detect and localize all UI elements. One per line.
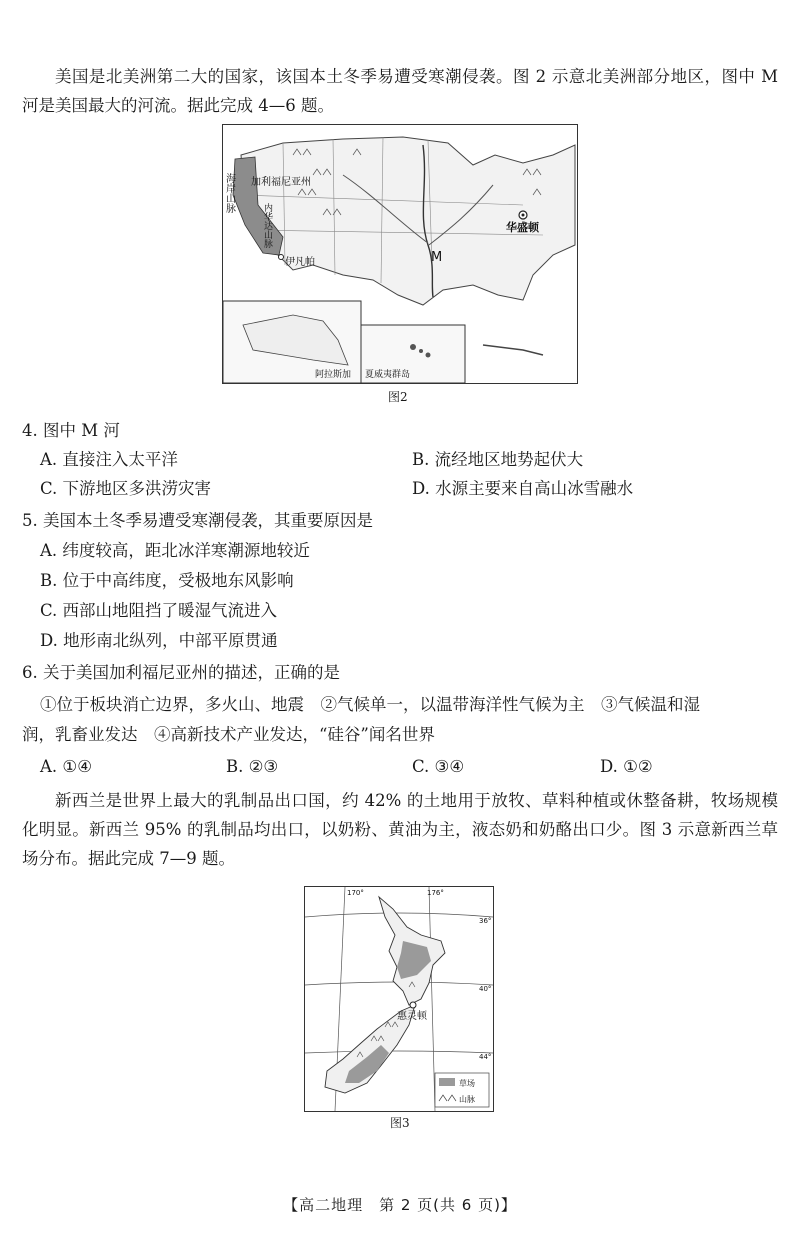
label-coast-mountains: 海岸山脉 (223, 173, 235, 213)
label-lat-44: 44° (479, 1053, 492, 1061)
figure-3-map (304, 886, 494, 1112)
label-sierra-nevada: 内华达山脉 (262, 203, 272, 248)
new-zealand-map (305, 887, 493, 1111)
label-california: 加利福尼亚州 (251, 177, 311, 188)
q5-option-c: C. 西部山地阻挡了暖湿气流进入 (40, 601, 278, 620)
q6-statements-line-1: ①位于板块消亡边界，多火山、地震 ②气候单一，以温带海洋性气候为主 ③气候温和湿 (40, 695, 700, 714)
intro-paragraph-2: 新西兰是世界上最大的乳制品出口国，约 42% 的土地用于放牧、草料种植或休整备耕，牧场规模化明显。新西兰 95% 的乳制品均出口，以奶粉、黄油为主，液态奶和奶酪出口少。图 3 示意新西兰草场分布。据此完成 7—9 题。 (22, 791, 778, 868)
page-footer: 【高二地理 第 2 页(共 6 页)】 (283, 1196, 517, 1214)
q5-option-b: B. 位于中高纬度，受极地东风影响 (40, 571, 294, 590)
q4-option-c: C. 下游地区多洪涝灾害 (40, 479, 212, 498)
label-hawaii: 夏威夷群岛 (365, 370, 411, 380)
figure-2-caption: 图2 (388, 390, 408, 404)
label-river-m: M (431, 250, 443, 265)
label-lat-36: 36° (479, 917, 492, 925)
q6-option-a: A. ①④ (40, 757, 92, 776)
label-washington: 华盛顿 (506, 221, 539, 234)
figure-3-caption: 图3 (390, 1116, 410, 1130)
label-alaska: 阿拉斯加 (315, 370, 352, 380)
label-lon-176: 176° (427, 889, 444, 897)
q4-option-a: A. 直接注入太平洋 (40, 450, 178, 469)
q6-stem: 6. 关于美国加利福尼亚州的描述，正确的是 (22, 663, 340, 682)
wellington-marker (410, 1002, 416, 1008)
legend-mountain-label: 山脉 (459, 1095, 475, 1104)
legend-grassland-label: 草场 (459, 1079, 475, 1088)
figure-2-map (222, 124, 578, 384)
q6-option-b: B. ②③ (226, 757, 279, 776)
q6-statements-line-2: 润，乳畜业发达 ④高新技术产业发达，“硅谷”闻名世界 (22, 725, 435, 744)
q5-stem: 5. 美国本土冬季易遭受寒潮侵袭，其重要原因是 (22, 511, 373, 530)
legend-grassland-swatch (439, 1078, 455, 1086)
q4-option-b: B. 流经地区地势起伏大 (412, 450, 584, 469)
q6-option-c: C. ③④ (412, 757, 465, 776)
irvine-marker (279, 255, 284, 260)
label-lon-170: 170° (347, 889, 364, 897)
q5-option-d: D. 地形南北纵列，中部平原贯通 (40, 631, 278, 650)
q4-option-d: D. 水源主要来自高山冰雪融水 (412, 479, 634, 498)
intro-paragraph-1: 美国是北美洲第二大的国家，该国本土冬季易遭受寒潮侵袭。图 2 示意北美洲部分地区，图中 M 河是美国最大的河流。据此完成 4—6 题。 (22, 67, 778, 115)
q5-option-a: A. 纬度较高，距北冰洋寒潮源地较近 (40, 541, 310, 560)
label-irvine: 伊凡帕 (285, 257, 315, 268)
q4-stem: 4. 图中 M 河 (22, 421, 120, 440)
label-wellington: 惠灵顿 (397, 1011, 427, 1022)
q6-option-d: D. ①② (600, 757, 653, 776)
label-lat-40: 40° (479, 985, 492, 993)
north-america-map (223, 125, 577, 383)
